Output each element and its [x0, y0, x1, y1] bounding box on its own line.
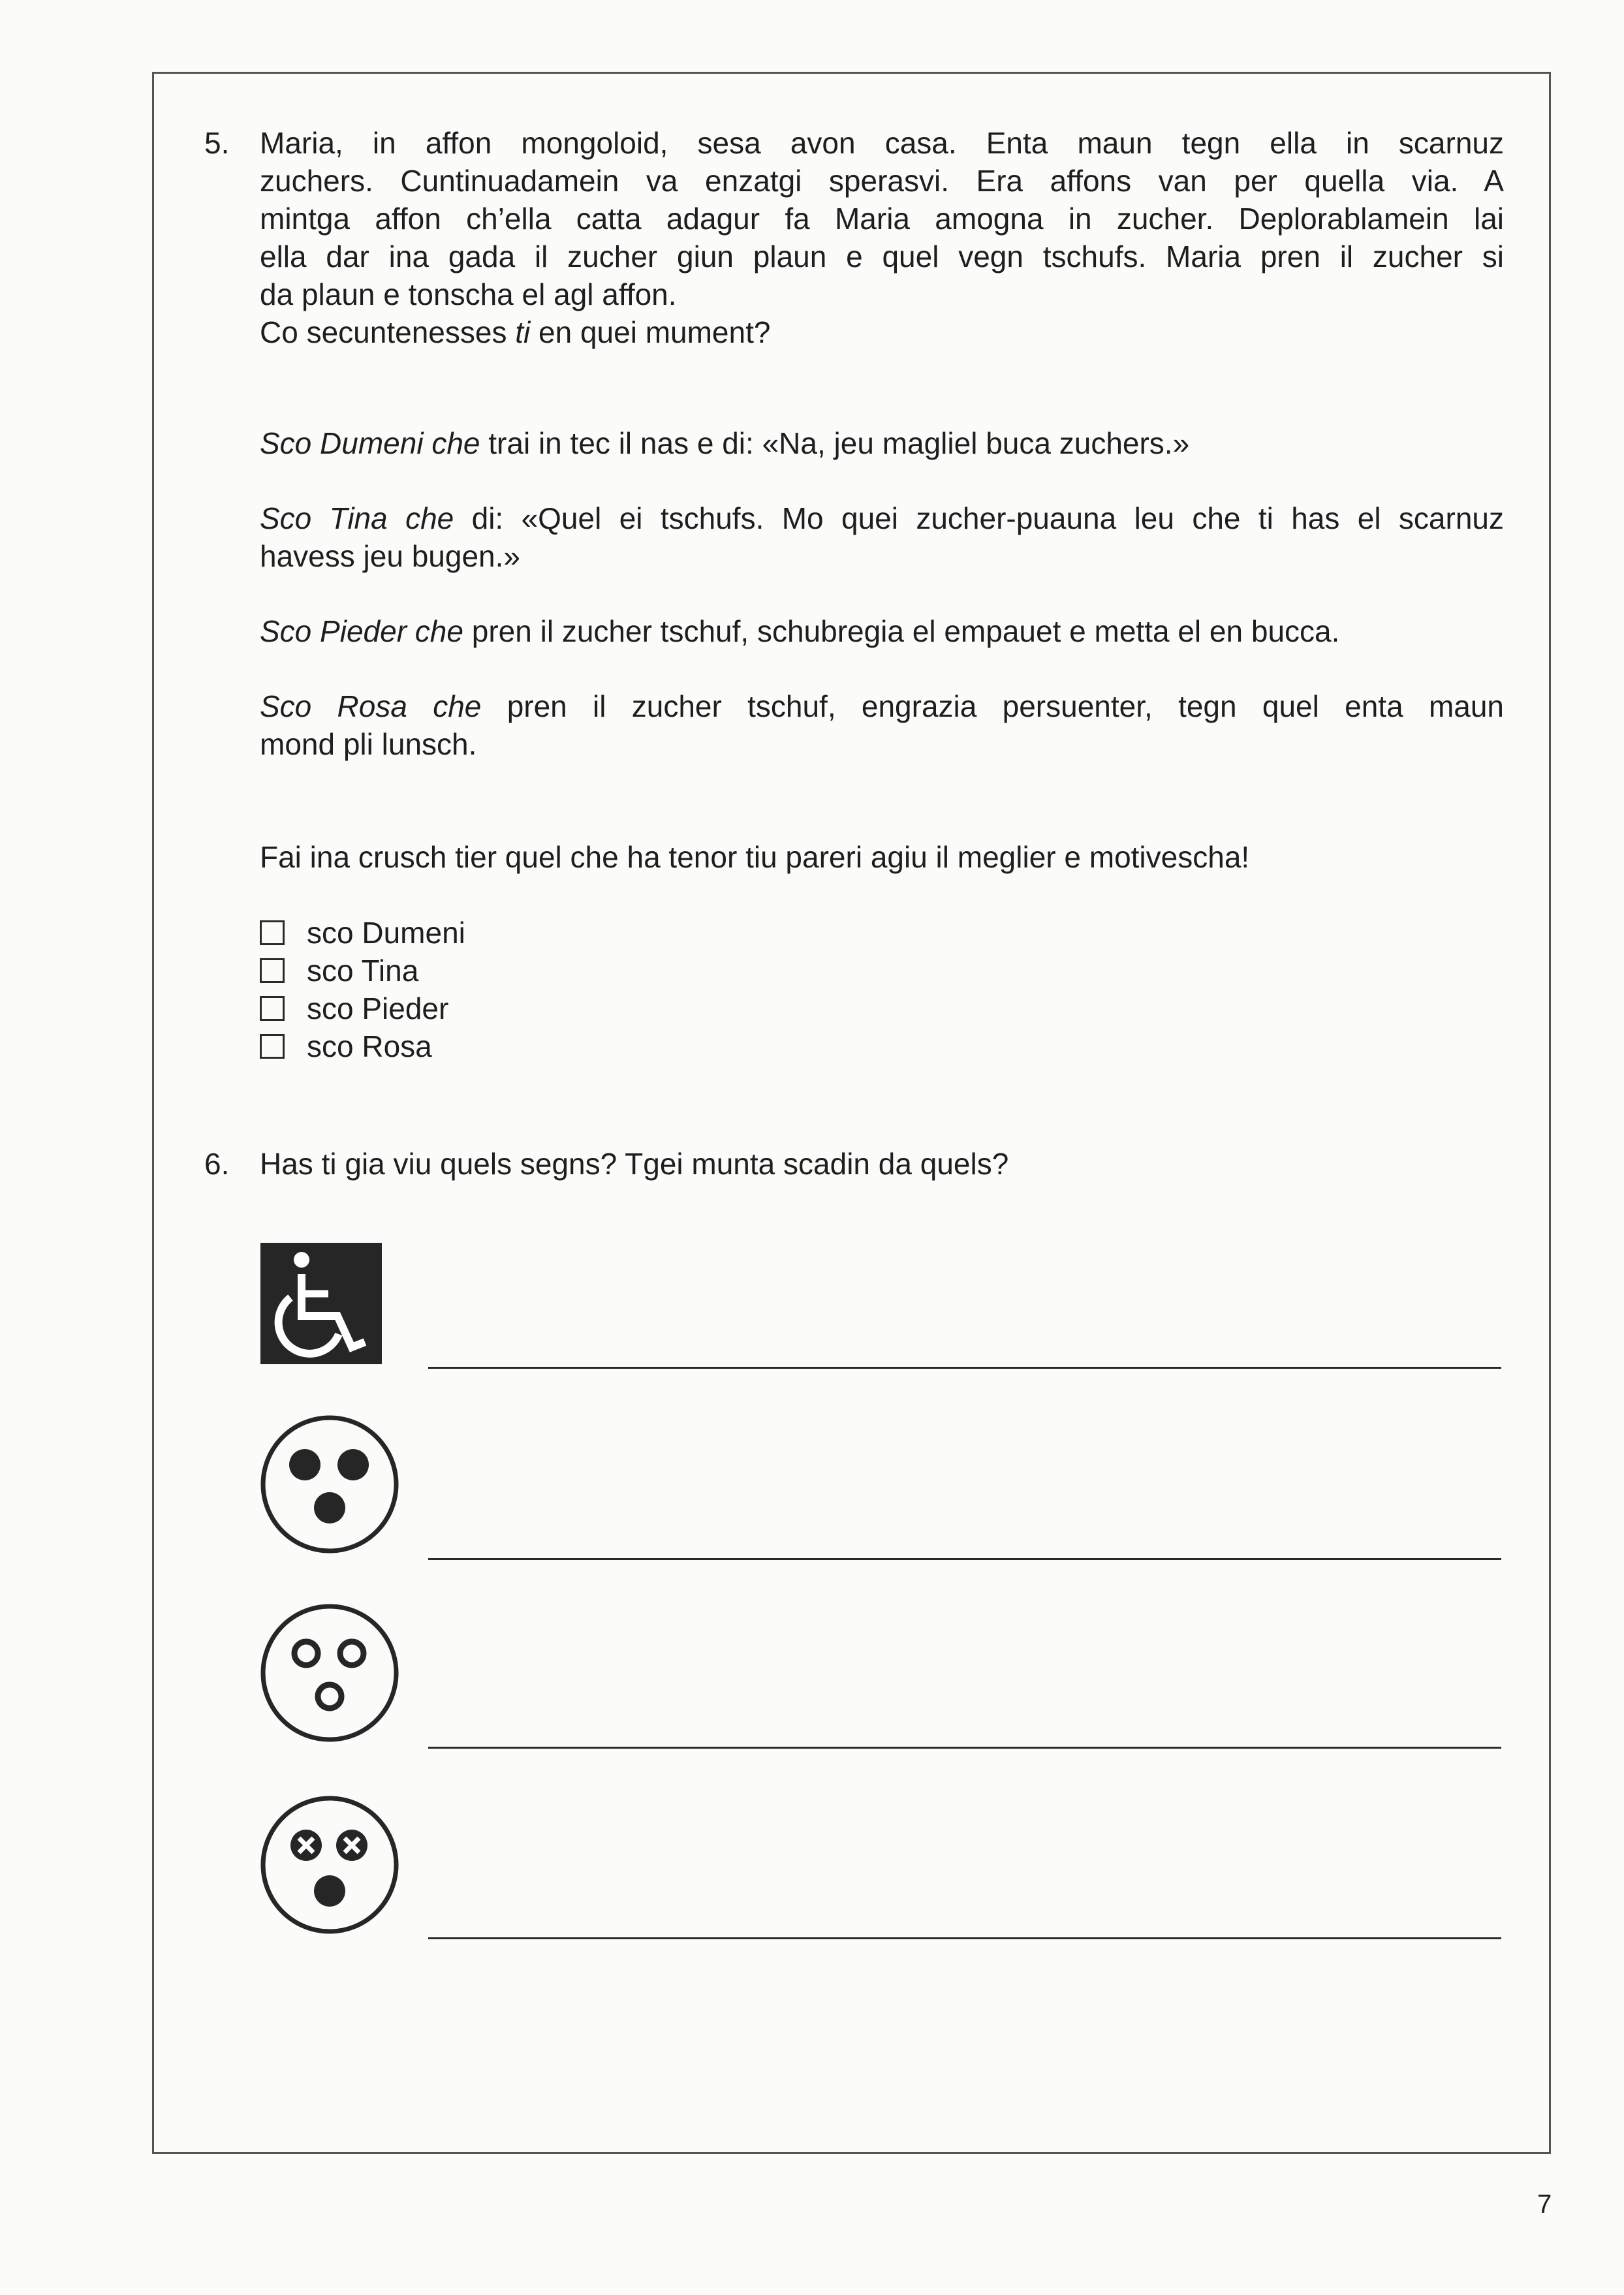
- instruction-text: Fai ina crusch tier quel che ha tenor tiu pareri agiu il meglier e motivescha!: [260, 840, 1250, 874]
- checkbox[interactable]: [260, 1034, 285, 1059]
- question-6-text: Has ti gia viu quels segns? Tgei munta scadin da quels?: [260, 1147, 1009, 1181]
- deafblind-symbol-icon: [258, 1793, 401, 1937]
- answer-line[interactable]: [428, 1558, 1501, 1560]
- checkbox-label: sco Pieder: [307, 991, 449, 1025]
- answer-line[interactable]: [428, 1937, 1501, 1939]
- checkbox-row-rosa[interactable]: [260, 1027, 432, 1065]
- checkbox-label: sco Rosa: [307, 1029, 432, 1063]
- option-name: Sco Dumeni che: [260, 426, 480, 460]
- question-5-number: 5.: [204, 126, 230, 160]
- option-text: trai in tec il nas e di: «Na, jeu magliel buca zuchers.»: [488, 426, 1190, 460]
- checkbox[interactable]: [260, 920, 285, 945]
- page-number: 7: [1537, 2190, 1552, 2219]
- option-rosa: [260, 687, 1504, 763]
- blind-symbol-icon: [258, 1413, 401, 1556]
- option-dumeni: [260, 424, 1504, 462]
- option-line: [260, 499, 1504, 537]
- option-line: havess jeu bugen.»: [260, 539, 520, 573]
- option-line: mond pli lunsch.: [260, 727, 477, 761]
- answer-line[interactable]: [428, 1367, 1501, 1369]
- option-text: pren il zucher tschuf, engrazia persuenter, tegn quel enta maun: [507, 689, 1505, 723]
- checkbox-label: sco Dumeni: [307, 916, 465, 950]
- checkbox-label: sco Tina: [307, 954, 419, 988]
- option-name: Sco Rosa che: [260, 689, 482, 723]
- paragraph-line: ella dar ina gada il zucher giun plaun e quel vegn tschufs. Maria pren il zucher si: [260, 240, 1504, 273]
- option-name: Sco Tina che: [260, 501, 454, 535]
- option-pieder: [260, 612, 1504, 650]
- option-line: [260, 687, 1504, 725]
- prompt-text: Co secuntenesses: [260, 315, 516, 349]
- paragraph-line: mintga affon ch’ella catta adagur fa Maria amogna in zucher. Deplorablamein lai: [260, 202, 1504, 236]
- checkbox[interactable]: [260, 996, 285, 1021]
- option-text: pren il zucher tschuf, schubregia el empauet e metta el en bucca.: [471, 614, 1340, 648]
- checkbox-row-pieder[interactable]: [260, 990, 448, 1027]
- question-5-paragraph: [260, 124, 1504, 351]
- prompt-text: en quei mument?: [530, 315, 771, 349]
- option-name: Sco Pieder che: [260, 614, 463, 648]
- question-6-number: 6.: [204, 1147, 230, 1181]
- wheelchair-icon: [260, 1243, 382, 1364]
- paragraph-line: Maria, in affon mongoloid, sesa avon casa. Enta maun tegn ella in scarnuz: [260, 126, 1504, 160]
- paragraph-line: zuchers. Cuntinuadamein va enzatgi sperasvi. Era affons van per quella via. A: [260, 164, 1504, 198]
- option-text: di: «Quel ei tschufs. Mo quei zucher-puauna leu che ti has el scarnuz: [471, 501, 1504, 535]
- checkbox-row-dumeni[interactable]: [260, 914, 465, 952]
- deaf-symbol-icon: [258, 1601, 401, 1745]
- answer-line[interactable]: [428, 1747, 1501, 1749]
- checkbox[interactable]: [260, 958, 285, 983]
- checkbox-row-tina[interactable]: [260, 952, 418, 990]
- option-tina: [260, 499, 1504, 575]
- paragraph-line: da plaun e tonscha el agl affon.: [260, 277, 677, 311]
- question-5-prompt: [260, 313, 1504, 351]
- prompt-emphasis: ti: [515, 315, 531, 349]
